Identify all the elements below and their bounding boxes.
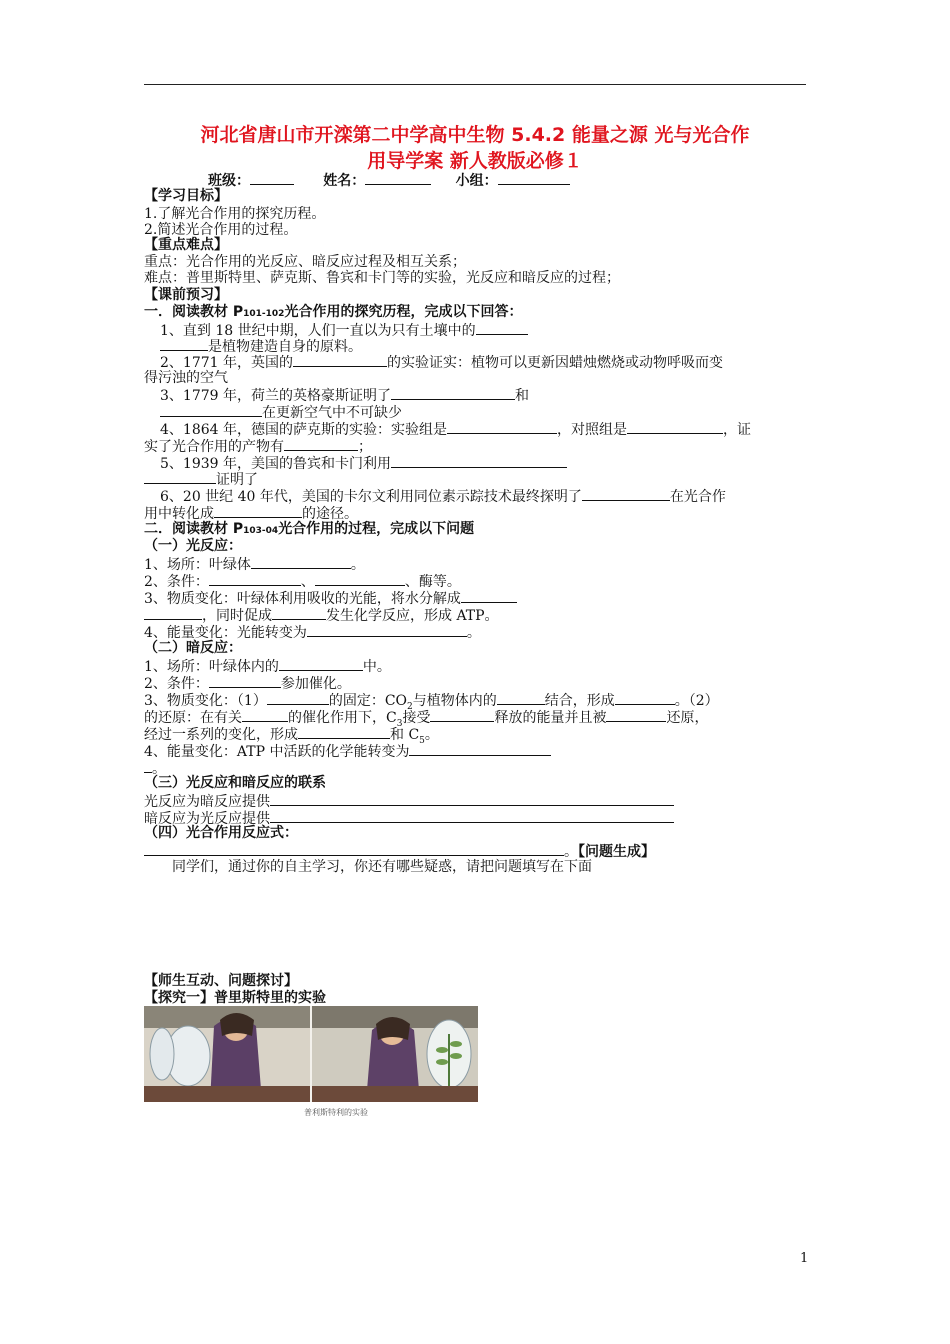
blank[interactable] <box>160 402 262 417</box>
question-2: 2、1771 年，英国的 的实验证实：植物可以更新因蜡烛燃烧或动物呼吸而变 <box>160 352 723 372</box>
blank[interactable] <box>497 690 545 705</box>
question-6: 6、20 世纪 40 年代，美国的卡尔文利用同位素示踪技术最终探明了 在光合作 <box>160 486 726 506</box>
blank[interactable] <box>307 622 467 637</box>
blank[interactable] <box>298 724 390 739</box>
heading-equation: （四）光合作用反应式： <box>144 825 298 841</box>
illustration-graphic <box>144 1006 478 1120</box>
priestley-experiment-illustration <box>144 1006 478 1120</box>
dark-3-cont: 的还原：在有关 的催化作用下，$C_3$接受 释放的能量并且被 还原， <box>144 707 708 733</box>
question-6-cont: 用中转化成 的途径。 <box>144 503 358 523</box>
blank[interactable] <box>476 320 528 335</box>
student-info-line: 班级： 姓名： 小组： <box>208 170 570 190</box>
heading-interaction: 【师生互动、问题探讨】 <box>144 973 298 989</box>
blank[interactable] <box>242 707 288 722</box>
blank[interactable] <box>144 758 152 773</box>
question-4: 4、1864 年，德国的萨克斯的实验：实验组是 ，对照组是 ，证 <box>160 419 751 439</box>
blank[interactable] <box>461 588 517 603</box>
difficult-point: 难点：普里斯特里、萨克斯、鲁宾和卡门等的实验，光反应和暗反应的过程； <box>144 270 620 286</box>
group-blank[interactable] <box>498 170 570 185</box>
blank[interactable] <box>391 453 567 468</box>
blank[interactable] <box>447 419 557 434</box>
blank[interactable] <box>270 791 674 806</box>
link-2: 暗反应为光反应提供 <box>144 808 674 828</box>
heading-question: 【问题生成】 <box>578 844 655 860</box>
blank[interactable] <box>209 673 281 688</box>
question-1-cont: 是植物建造自身的原料。 <box>160 336 362 356</box>
heading-learning-goals: 【学习目标】 <box>144 188 228 204</box>
blank[interactable] <box>209 571 301 586</box>
blank[interactable] <box>160 336 208 351</box>
dark-2: 2、条件： 参加催化。 <box>144 673 351 693</box>
heading-preview: 【课前预习】 <box>144 287 228 303</box>
heading-light-reaction: （一）光反应： <box>144 538 242 554</box>
light-3: 3、物质变化：叶绿体利用吸收的光能，将水分解成 <box>144 588 517 608</box>
blank[interactable] <box>251 554 351 569</box>
blank[interactable] <box>214 503 302 518</box>
blank[interactable] <box>606 707 666 722</box>
blank[interactable] <box>144 605 202 620</box>
blank[interactable] <box>391 385 515 400</box>
question-2-cont: 得污浊的空气 <box>144 370 228 386</box>
section-1-heading: 一．阅读教材 P101-102光合作用的探究历程，完成以下回答： <box>144 304 523 320</box>
equation-line: 。【问题生成】 <box>144 841 655 861</box>
question-prompt: 同学们，通过你的自主学习，你还有哪些疑惑，请把问题填写在下面 <box>172 859 592 875</box>
question-3: 3、1779 年，荷兰的英格豪斯证明了 和 <box>160 385 529 405</box>
blank[interactable] <box>293 352 387 367</box>
blank[interactable] <box>430 707 494 722</box>
goal-1: 1.了解光合作用的探究历程。 <box>144 206 326 222</box>
heading-exploration-1: 【探究一】普里斯特里的实验 <box>144 990 326 1006</box>
class-blank[interactable] <box>250 170 294 185</box>
blank[interactable] <box>627 419 723 434</box>
key-point: 重点：光合作用的光反应、暗反应过程及相互关系； <box>144 254 466 270</box>
light-4: 4、能量变化：光能转变为 。 <box>144 622 481 642</box>
name-blank[interactable] <box>365 170 431 185</box>
header-rule <box>144 84 806 85</box>
question-1: 1、直到 18 世纪中期，人们一直以为只有土壤中的 <box>160 320 528 340</box>
blank[interactable] <box>267 690 329 705</box>
goal-2: 2.简述光合作用的过程。 <box>144 222 298 238</box>
dark-3: 3、物质变化：（1） 的固定：$CO_2$与植物体内的 结合，形成 。（2） <box>144 690 719 716</box>
question-3-cont: 在更新空气中不可缺少 <box>160 402 402 422</box>
heading-link: （三）光反应和暗反应的联系 <box>144 775 326 791</box>
blank[interactable] <box>144 841 564 856</box>
link-1: 光反应为暗反应提供 <box>144 791 674 811</box>
dark-4: 4、能量变化：ATP 中活跃的化学能转变为 <box>144 741 551 761</box>
blank[interactable] <box>615 690 675 705</box>
question-5-cont: 证明了 <box>144 469 258 489</box>
blank[interactable] <box>144 469 216 484</box>
page-number: 1 <box>800 1251 809 1266</box>
dark-3-cont2: 经过一系列的变化，形成 和 $C_5$。 <box>144 724 439 750</box>
blank[interactable] <box>270 808 674 823</box>
question-4-cont: 实了光合作用的产物有 ； <box>144 436 372 456</box>
light-2: 2、条件： 、 、酶等。 <box>144 571 461 591</box>
blank[interactable] <box>279 656 363 671</box>
heading-key-points: 【重点难点】 <box>144 237 228 253</box>
illustration-caption: 普利斯特利的实验 <box>304 1108 368 1117</box>
blank[interactable] <box>409 741 551 756</box>
light-1: 1、场所：叶绿体 。 <box>144 554 365 574</box>
section-2-heading: 二．阅读教材 P103-04光合作用的过程，完成以下问题 <box>144 521 475 537</box>
blank[interactable] <box>582 486 670 501</box>
page-title: 河北省唐山市开滦第二中学高中生物 5.4.2 能量之源 光与光合作 用导学案 新人教版必修１ <box>200 124 750 172</box>
light-3-cont: ，同时促成 发生化学反应，形成 ATP。 <box>144 605 499 625</box>
heading-dark-reaction: （二）暗反应： <box>144 640 242 656</box>
blank[interactable] <box>284 436 358 451</box>
blank[interactable] <box>315 571 405 586</box>
blank[interactable] <box>272 605 326 620</box>
dark-1: 1、场所：叶绿体内的 中。 <box>144 656 391 676</box>
question-5: 5、1939 年，美国的鲁宾和卡门利用 <box>160 453 567 473</box>
dark-4-cont: 。 <box>144 758 166 778</box>
